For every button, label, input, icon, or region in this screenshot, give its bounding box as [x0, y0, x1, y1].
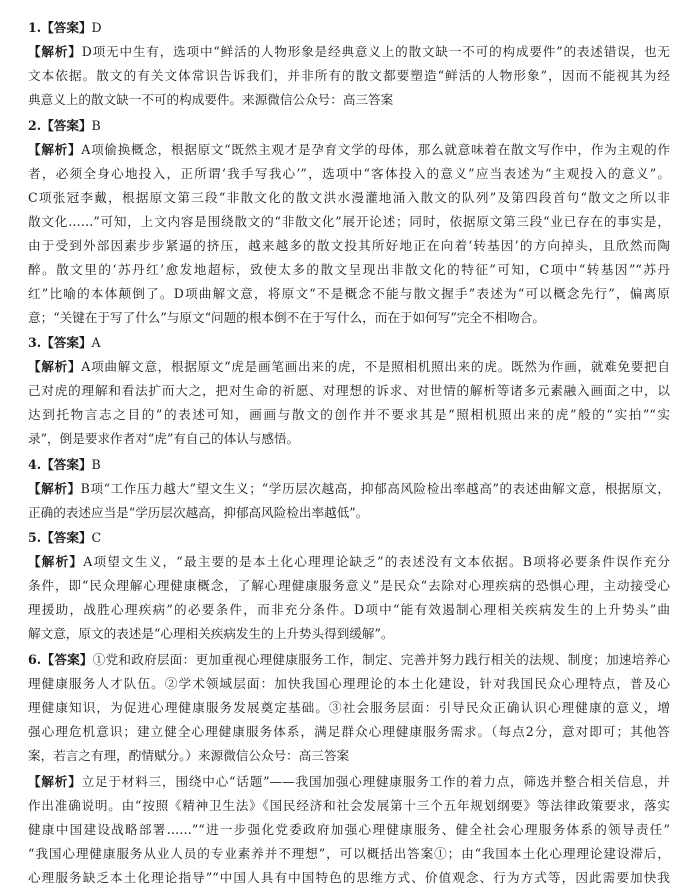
q3-number: 3. — [28, 335, 42, 350]
q4-answer-label: 【答案】 — [41, 457, 92, 472]
q5-number: 5. — [28, 530, 42, 545]
q3-analysis-line-2: 己对虎的理解和看法扩而大之，把对生命的祈愿、对理想的诉求、对世情的解析等诸多元素融入画面之中，以 — [28, 383, 670, 398]
q6-answer-line-1: 6.【答案】①党和政府层面：更加重视心理健康服务工作，制定、完善并努力践行相关的法规、制度；加速培养心 — [28, 652, 670, 667]
q3-analysis-label: 【解析】 — [28, 359, 82, 374]
q4-answer-line — [28, 457, 670, 473]
q2-analysis-line-8: 意；“关键在于写了什么”与原文“问题的根本倒不在于写什么，而在于如何写”完全不相吻合。 — [28, 310, 545, 325]
q4-answer: B — [91, 457, 101, 472]
q6-number: 6. — [28, 652, 42, 667]
q3-answer-line — [28, 335, 670, 351]
q3-answer-label: 【答案】 — [41, 335, 92, 350]
q2-answer-label: 【答案】 — [41, 118, 92, 133]
q5-analysis-line-4: 解文意，原文的表述是“心理相关疾病发生的上升势头得到缓解”。 — [28, 626, 394, 641]
q4-analysis-line-1: 【解析】B项“工作压力越大”望文生义；“学历层次越高，抑郁高风险检出率越高”的表述曲解文意，根据原文， — [28, 481, 670, 496]
q6-analysis-line-1: 【解析】立足于材料三，围绕中心“话题”——我国加强心理健康服务工作的着力点，筛选并整合相关信息，并 — [28, 774, 670, 789]
q2-analysis-line-4: 散文化……”可知，上文内容是围绕散文的“非散文化”展开论述；同时，依据原文第三段“业已存在的事实是， — [28, 214, 670, 229]
q5-analysis-line-3: 理援助，战胜心理疾病”的必要条件，而非充分条件。D项中“能有效遏制心理相关疾病发生的上升势头”曲 — [28, 602, 670, 617]
q2-analysis-line-5: 由于受到外部因素步步紧逼的挤压，越来越多的散文投其所好地正在向着‘转基因’的方向掉头，且欣然而陶 — [28, 238, 670, 253]
q2-answer-line — [28, 118, 670, 134]
q6-answer-line-2: 理健康服务人才队伍。②学术领域层面：加快我国心理理论的本土化建设，针对我国民众心理特点，普及心 — [28, 676, 670, 691]
q1-analysis-line-2: 文本依据。散文的有关文体常识告诉我们，并非所有的散文都要塑造“鲜活的人物形象”，因而不能视其为经 — [28, 68, 670, 83]
q4-number: 4. — [28, 457, 42, 472]
q5-analysis-line-1: 【解析】A项望文生义，“最主要的是本土化心理理论缺乏”的表述没有文本依据。B项将必要条件误作充分 — [28, 554, 670, 569]
q1-answer-line — [28, 20, 670, 36]
q3-analysis-line-3: 达到托物言志之目的”的表述可知，画画与散文的创作并不要求其是“照相机照出来的虎”般的“实拍”“实 — [28, 407, 670, 422]
q1-answer: D — [91, 20, 102, 35]
q2-analysis-line-7: 红”比喻的本体颠倒了。D项曲解文意，将原文“不是概念不能与散文握手”表述为“可以概念先行”，偏离原 — [28, 286, 670, 301]
q5-analysis-line-2: 条件，即“民众理解心理健康概念，了解心理健康服务意义”是民众“去除对心理疾病的恐惧心理，主动接受心 — [28, 578, 670, 593]
q6-answer-line-5: 案，若言之有理，酌情赋分。）来源微信公众号：高三答案 — [28, 748, 350, 763]
q3-answer: A — [91, 335, 101, 350]
q2-analysis-line-2: 者，必须全身心地投入，正所谓‘我手写我心’”，选项中“客体投入的意义”应当表述为“主观投入的意义”。 — [28, 166, 670, 181]
q1-answer-label: 【答案】 — [41, 20, 92, 35]
q5-answer-line — [28, 530, 670, 546]
q2-answer: B — [91, 118, 101, 133]
q2-analysis-line-6: 醉。散文里的‘苏丹红’愈发地超标，致使太多的散文呈现出非散文化的特征”可知，C项中“转基因”“苏丹 — [28, 262, 670, 277]
q4-analysis-line-2: 正确的表述应当是“学历层次越高，抑郁高风险检出率越低”。 — [28, 505, 369, 520]
q6-analysis-line-5: 心理服务缺乏本土化理论指导”“中国人具有中国特色的思维方式、价值观念、行为方式等，因此需要加快我 — [28, 870, 670, 885]
q6-answer-line-3: 理健康知识，为促进心理健康服务发展奠定基础。③社会服务层面：引导民众正确认识心理健康的意义，增 — [28, 700, 670, 715]
q1-analysis-line-3: 典意义上的散文缺一不可的构成要件。来源微信公众号：高三答案 — [28, 92, 394, 107]
q2-analysis-label: 【解析】 — [28, 142, 82, 157]
q3-analysis-line-1: 【解析】A项曲解文意，根据原文“虎是画笔画出来的虎，不是照相机照出来的虎。既然为作画，就难免要把自 — [28, 359, 670, 374]
q2-analysis-line-1: 【解析】A项偷换概念，根据原文“既然主观才是孕育文学的母体，那么就意味着在散文写作中，作为主观的作 — [28, 142, 670, 157]
q4-analysis-label: 【解析】 — [28, 481, 81, 496]
q5-answer-label: 【答案】 — [41, 530, 92, 545]
q6-answer-label: 【答案】 — [41, 652, 93, 667]
q1-analysis-line-1: 【解析】D项无中生有，选项中“鲜活的人物形象是经典意义上的散文缺一不可的构成要件”的表述错误，也无 — [28, 44, 670, 59]
q6-analysis-line-3: 健康中国建设战略部署……”“进一步强化党委政府加强心理健康服务、健全社会心理服务体系的领导责任” — [28, 822, 670, 837]
q6-answer-line-4: 强心理危机意识；建立健全心理健康服务体系，满足群众心理健康服务需求。（每点2分，意对即可；其他答 — [28, 724, 670, 739]
q6-analysis-line-4: “我国心理健康服务从业人员的专业素养并不理想”，可以概括出答案①；由“我国本土化心理理论建设滞后， — [28, 846, 670, 861]
q6-analysis-line-2: 作出准确说明。由“按照《精神卫生法》《国民经济和社会发展第十三个五年规划纲要》等法律政策要求，落实 — [28, 798, 670, 813]
q6-analysis-label: 【解析】 — [28, 774, 82, 789]
q1-analysis-label: 【解析】 — [28, 44, 82, 59]
q5-analysis-label: 【解析】 — [28, 554, 84, 569]
q5-answer: C — [91, 530, 102, 545]
q2-analysis-line-3: C项张冠李戴，根据原文第三段“非散文化的散文洪水漫灌地涌入散文的队列”及第四段首句“散文之所以非 — [28, 190, 670, 205]
q2-number: 2. — [28, 118, 42, 133]
q3-analysis-line-4: 录”，倒是要求作者对“虎”有自己的体认与感悟。 — [28, 431, 300, 446]
q1-number: 1. — [28, 20, 42, 35]
